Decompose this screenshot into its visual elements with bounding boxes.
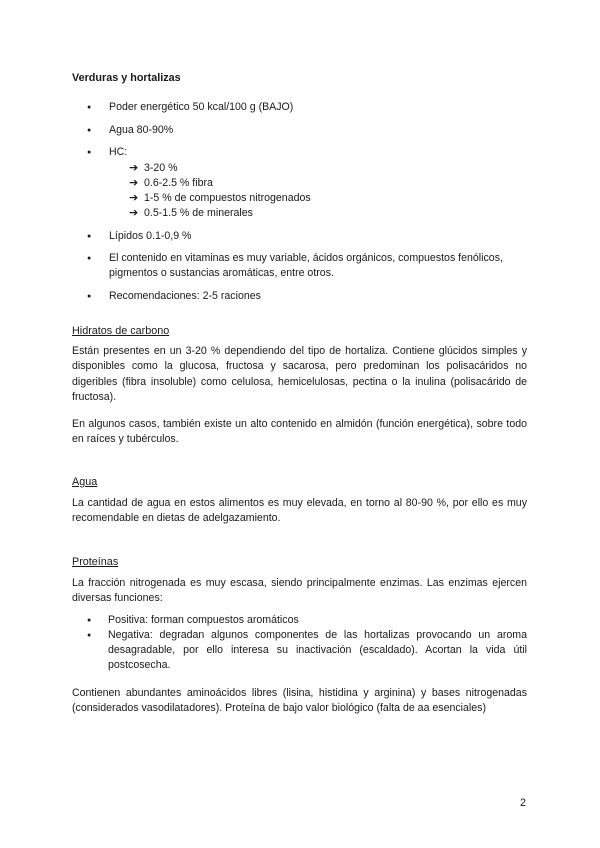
- list-item: [72, 229, 532, 244]
- list-item-text: Recomendaciones: 2-5 raciones: [109, 289, 261, 302]
- list-item-text: Agua 80-90%: [109, 123, 174, 136]
- list-item: [72, 613, 527, 628]
- paragraph: La fracción nitrogenada es muy escasa, siendo principalmente enzimas. Las enzimas ejercen diversas funciones:: [72, 577, 527, 605]
- list-item: [72, 100, 532, 115]
- arrow-right-icon: ➔: [129, 162, 139, 174]
- sublist-item: [109, 206, 532, 221]
- summary-list: [72, 100, 532, 311]
- sublist-item-text: 1-5 % de compuestos nitrogenados: [144, 192, 311, 204]
- list-item-text: El contenido en vitaminas es muy variable, ácidos orgánicos, compuestos fenólicos, pigmentos o sustancias aromáticas, entre otros.: [109, 252, 503, 279]
- section-heading-hidratos: Hidratos de carbono: [72, 325, 170, 337]
- list-item-text: HC:: [109, 146, 128, 158]
- section-heading-proteinas: Proteínas: [72, 556, 119, 568]
- list-item: [72, 289, 532, 304]
- sublist-item: [109, 176, 532, 191]
- sublist-item-text: 0.6-2.5 % fibra: [144, 177, 213, 189]
- list-item-text: Lípidos 0.1-0,9 %: [109, 229, 192, 242]
- list-item: [72, 145, 532, 221]
- list-item-text: Negativa: degradan algunos componentes de las hortalizas provocando un aroma desagradable, por ello interesa su inactivación (escaldado). Acortan la vida útil postcosecha.: [108, 629, 527, 671]
- enzyme-functions-list: [72, 613, 527, 673]
- sublist-item-text: 0.5-1.5 % de minerales: [144, 207, 253, 219]
- sublist-item-text: 3-20 %: [144, 162, 178, 174]
- arrow-right-icon: ➔: [129, 207, 139, 219]
- paragraph: En algunos casos, también existe un alto contenido en almidón (función energética), sobre todo en raíces y tubérculos.: [72, 418, 527, 446]
- list-item: [72, 628, 527, 673]
- page-number: 2: [520, 797, 527, 809]
- paragraph: La cantidad de agua en estos alimentos es muy elevada, en torno al 80-90 %, por ello es muy recomendable en dietas de adelgazamiento.: [72, 497, 527, 525]
- hc-sublist: [109, 161, 532, 221]
- arrow-right-icon: ➔: [129, 192, 139, 204]
- list-item-text: Positiva: forman compuestos aromáticos: [108, 614, 299, 626]
- list-item-text: Poder energético 50 kcal/100 g (BAJO): [109, 101, 294, 113]
- arrow-right-icon: ➔: [129, 177, 139, 189]
- sublist-item: [109, 191, 532, 206]
- page-title: Verduras y hortalizas: [72, 72, 181, 84]
- sublist-item: [109, 161, 532, 176]
- paragraph: Están presentes en un 3-20 % dependiendo del tipo de hortaliza. Contiene glúcidos simples y disponibles como la glucosa, fructosa y sacarosa, pero predominan los polisacáridos no digeribles (fibra insoluble) como celulosa, hemicelulosas, pectina o la inulina (polisacárido de fructosa).: [72, 345, 527, 403]
- section-heading-agua: Agua: [72, 476, 98, 488]
- list-item: [72, 123, 532, 138]
- paragraph: Contienen abundantes aminoácidos libres (lisina, histidina y arginina) y bases nitrogenadas (considerados vasodilatadores). Proteína de bajo valor biológico (falta de aa esenciales): [72, 687, 527, 715]
- list-item: [72, 251, 532, 281]
